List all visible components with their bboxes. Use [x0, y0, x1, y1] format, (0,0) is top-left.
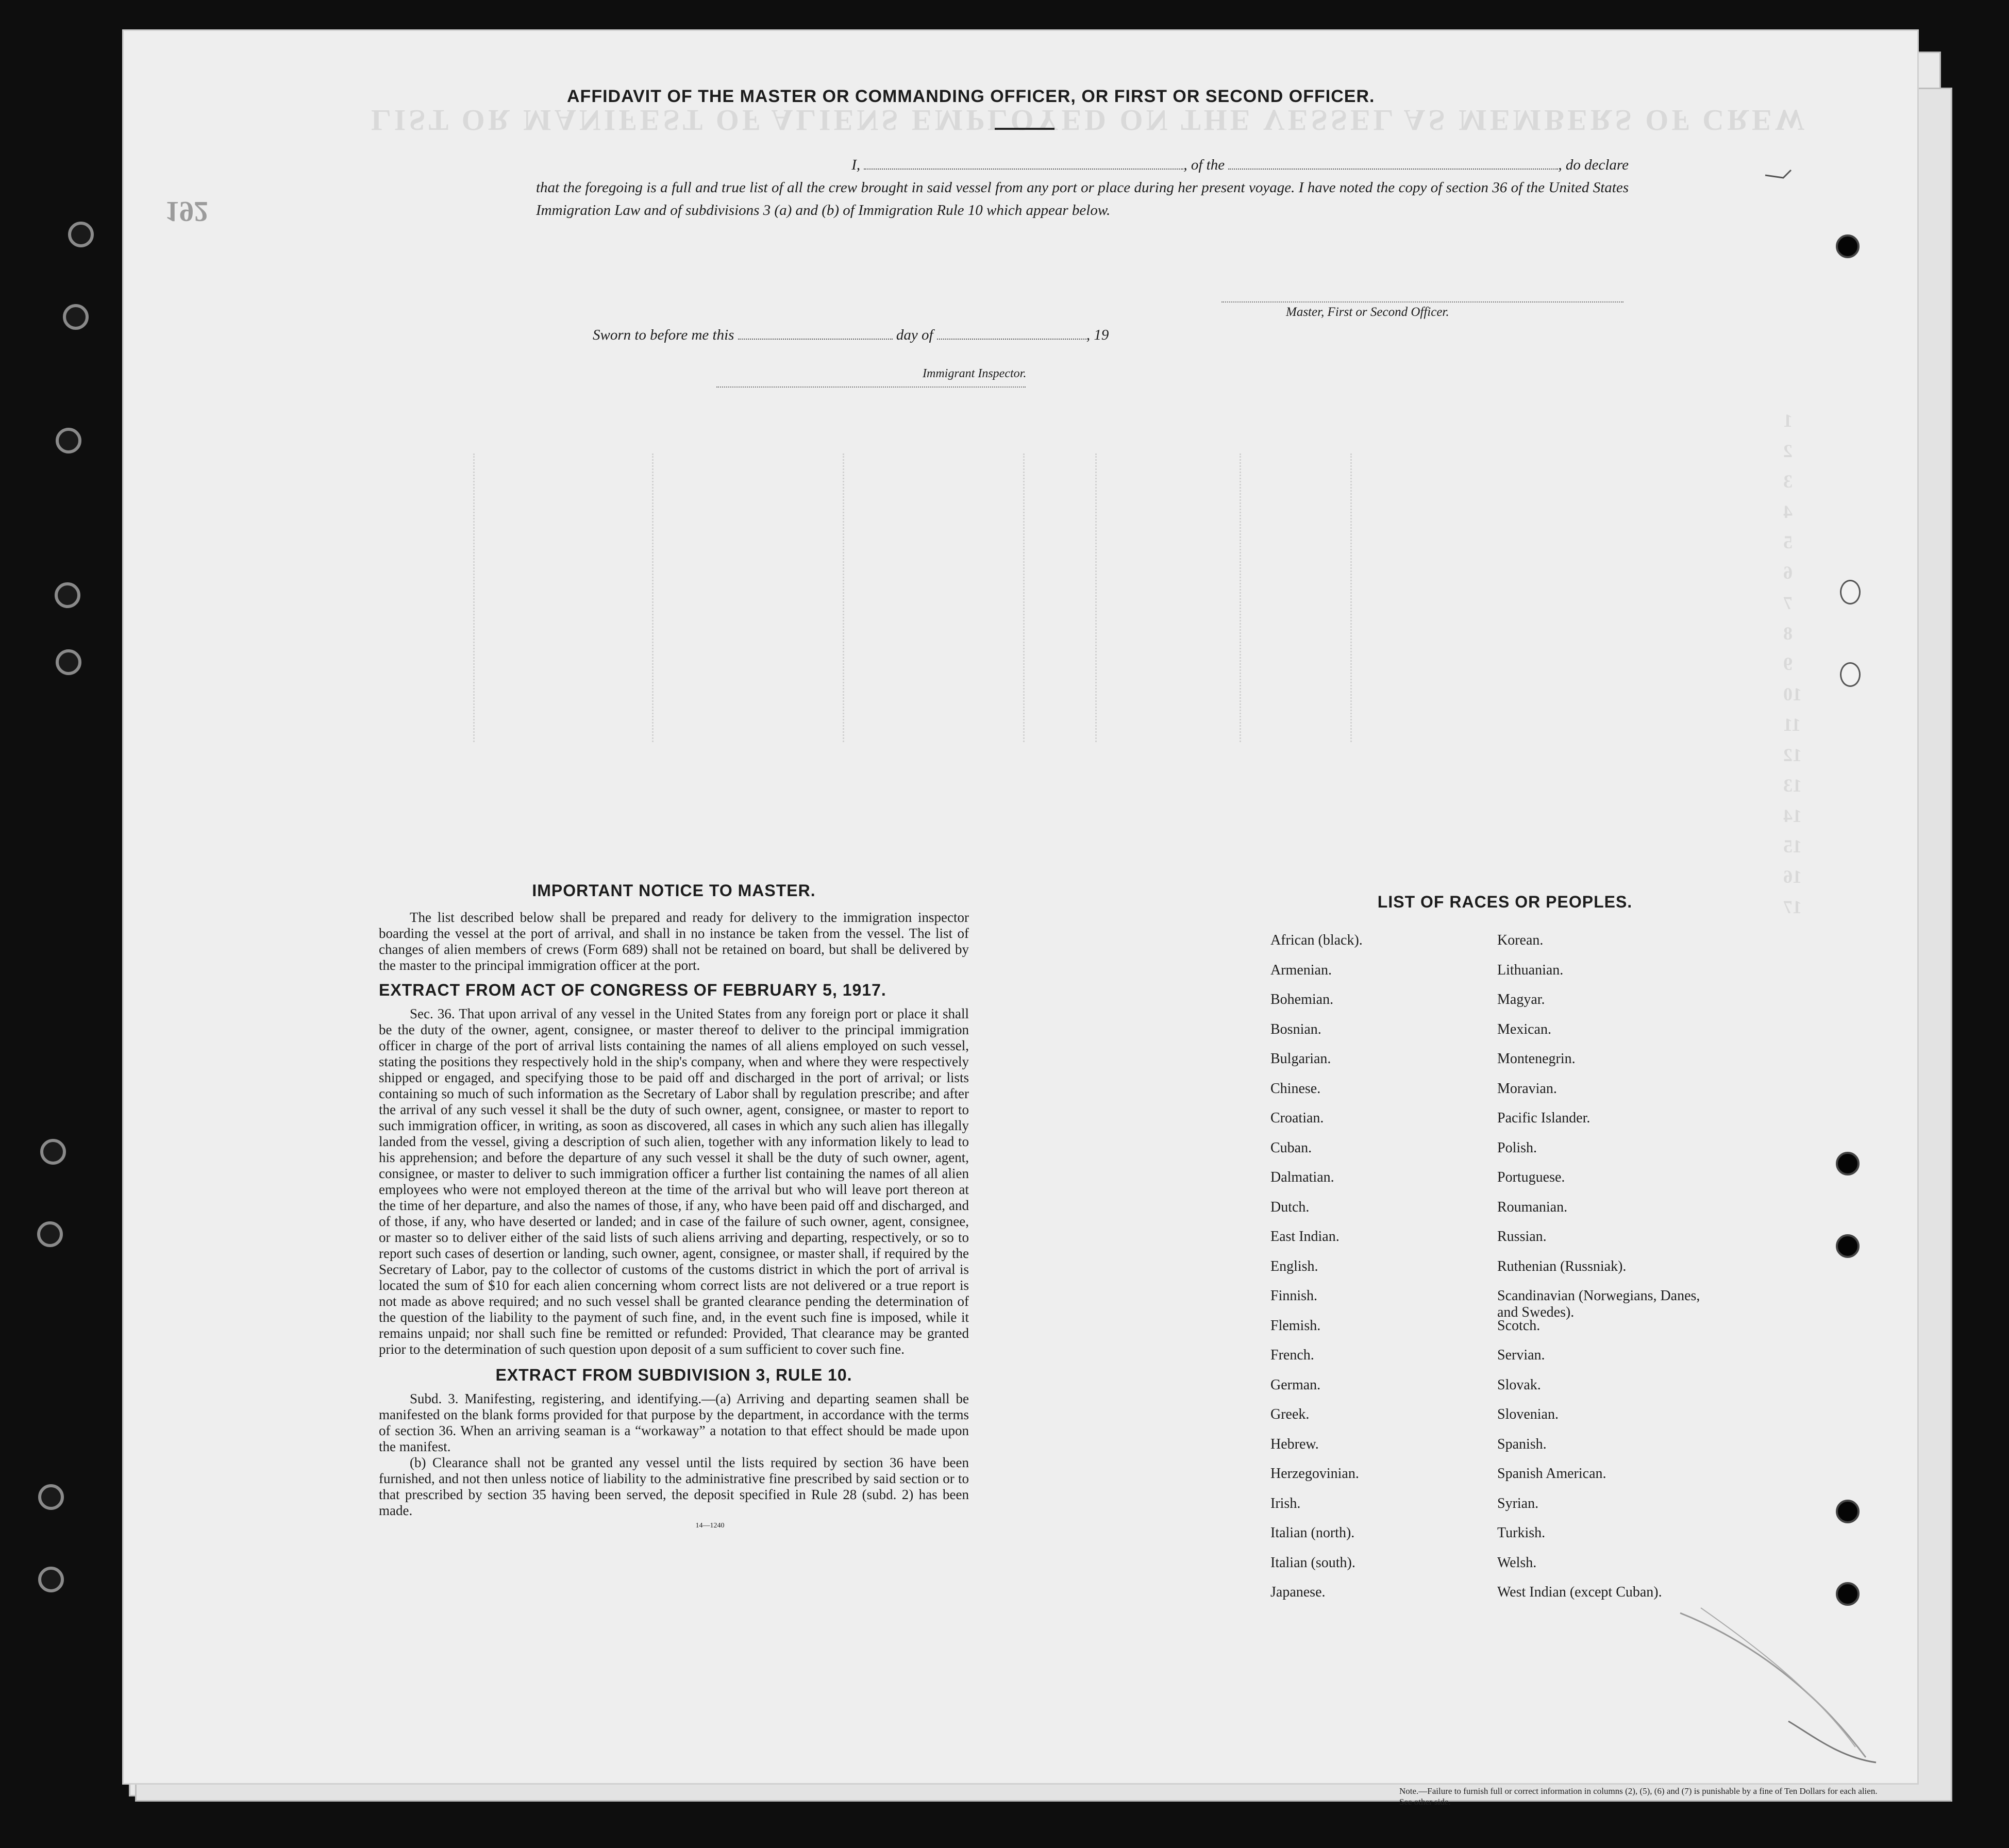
race-item: Turkish.: [1497, 1525, 1546, 1541]
ghost-manifest-header: LIST OR MANIFEST OF ALIENS EMPLOYED ON THE VESSEL AS MEMBERS OF CREW: [371, 104, 1808, 137]
ghost-row-number: 10: [1783, 684, 1802, 704]
affidavit-section: [124, 31, 1917, 392]
race-item: Spanish.: [1497, 1436, 1547, 1452]
sworn-prefix: Sworn to before me this: [593, 327, 734, 343]
affidavit-title-underline: [995, 128, 1054, 130]
ghost-row-number: 11: [1783, 714, 1801, 735]
ghost-row-number: 4: [1783, 501, 1793, 522]
extract1-text: Sec. 36. That upon arrival of any vessel in the United States from any foreign port or place it shall be the duty of the owner, agent, consignee, or master thereof to deliver to the principal immigration officer in charge of the port of arrival lists containing the names of all aliens employed on such vessel, stating the positions they respectively hold in the ship's company, when and where they were respectively shipped or engaged, and specifying those to be paid off and discharged in the port of arrival; or lists containing so much of such information as the Secretary of Labor shall by regulation prescribe; and after the arrival of any such vessel it shall be the duty of such owner, agent, consignee, or master to report to such immigration officer, in writing, as soon as discovered, all cases in which any such alien has illegally landed from the vessel, giving a description of such alien, together with any information likely to lead to his apprehension; and before the departure of any such vessel it shall be the duty of such owner, agent, consignee, or master to deliver to such immigration officer a further list containing the names of all alien employees who were not employed thereon at the time of the arrival but who will leave port thereon at the time of her departure, and also the names of those, if any, who have been paid off and discharged, and of those, if any, who have deserted or landed; and in case of the failure of such owner, agent, consignee, or master so to deliver either of the said lists of such aliens arriving and departing, respectively, or so to report such cases of desertion or landing, such owner, agent, consignee, or master shall, if required by the Secretary of Labor, pay to the collector of customs of the customs district in which the port of arrival is located the sum of $10 for each alien concerning whom correct lists are not delivered or a true report is not made as above required; and no such vessel shall be granted clearance pending the determination of the question of the liability to the payment of such fine, and, in the event such fine is imposed, while it remains unpaid; nor shall such fine be remitted or refunded: Provided, That clearance may be granted prior to the determination of such question upon deposit of a sum sufficient to cover such fine.: [379, 1006, 969, 1357]
race-item: Moravian.: [1497, 1080, 1557, 1097]
ghost-row-number: 7: [1783, 593, 1793, 613]
race-item: Cuban.: [1270, 1139, 1312, 1156]
ghost-row-number: 12: [1783, 745, 1802, 765]
ghost-column-line: [1023, 453, 1025, 742]
race-item: Servian.: [1497, 1347, 1545, 1363]
race-item: Welsh.: [1497, 1554, 1537, 1571]
binder-hole: [38, 1484, 64, 1510]
binder-hole: [55, 582, 80, 608]
binder-hole: [37, 1221, 63, 1247]
binder-hole: [63, 304, 89, 330]
race-item: Magyar.: [1497, 992, 1545, 1007]
race-item: Ruthenian (Russniak).: [1497, 1258, 1627, 1274]
binder-hole: [1840, 662, 1861, 687]
race-item: Russian.: [1497, 1229, 1547, 1245]
ghost-row-number: 1: [1783, 410, 1793, 431]
inspector-signature-label: Immigrant Inspector.: [923, 367, 1027, 380]
binder-hole: [40, 1139, 66, 1165]
ghost-row-number: 16: [1783, 866, 1802, 887]
sworn-day-blank: [738, 327, 893, 340]
race-item: East Indian.: [1270, 1229, 1340, 1245]
race-item: African (black).: [1270, 932, 1363, 948]
master-signature-line: [1221, 301, 1623, 303]
binder-hole: [1836, 1500, 1860, 1523]
vessel-name-blank: [1228, 157, 1558, 170]
corner-pencil-mark: [1763, 165, 1794, 186]
binder-hole: [56, 428, 81, 453]
affidavit-i: I,: [851, 157, 861, 173]
race-item: Roumanian.: [1497, 1199, 1568, 1215]
binder-hole: [1836, 1234, 1860, 1258]
ghost-row-number: 9: [1783, 653, 1793, 674]
race-item: West Indian (except Cuban).: [1497, 1584, 1662, 1600]
notice-text: The list described below shall be prepared and ready for delivery to the immigration inspector boarding the vessel at the port of arrival, and shall in no instance be taken from the vessel. The list of changes of alien members of crews (Form 689) shall not be retained on board, but shall be delivered by the master to the principal immigration officer at the port.: [379, 910, 969, 973]
affidavit-declaration: [536, 154, 1629, 222]
manifest-page: [124, 31, 1917, 1807]
race-item: French.: [1270, 1347, 1314, 1363]
race-item: Portuguese.: [1497, 1169, 1565, 1185]
race-item: Dalmatian.: [1270, 1169, 1334, 1185]
binder-hole: [38, 1567, 64, 1592]
master-name-blank: [864, 157, 1183, 170]
race-item: Montenegrin.: [1497, 1051, 1576, 1067]
race-item: Armenian.: [1270, 962, 1332, 978]
ghost-column-line: [843, 453, 844, 742]
form-number: 14—1240: [695, 1522, 725, 1530]
extract1-title: EXTRACT FROM ACT OF CONGRESS OF FEBRUARY 5, 1917.: [379, 981, 886, 999]
ghost-row-number: 15: [1783, 836, 1802, 856]
race-item: Syrian.: [1497, 1495, 1539, 1511]
race-item: Bulgarian.: [1270, 1051, 1331, 1067]
race-item: Scandinavian (Norwegians, Danes, and Swedes).: [1497, 1288, 1700, 1320]
race-item: Korean.: [1497, 932, 1544, 948]
race-item: Croatian.: [1270, 1110, 1324, 1126]
extract2-text-a: Subd. 3. Manifesting, registering, and identifying.—(a) Arriving and departing seamen shall be manifested on the blank forms provided for that purpose by the department, in accordance with the terms of section 36. When an arriving seaman is a “workaway” a notation to that effect should be made upon the manifest.: [379, 1391, 969, 1454]
affidavit-of-the: , of the: [1183, 157, 1225, 173]
ghost-row-number: 14: [1783, 805, 1802, 826]
binder-hole: [1840, 580, 1861, 604]
inspector-signature-line: [716, 387, 1026, 388]
race-item: Greek.: [1270, 1406, 1310, 1422]
ghost-row-number: 13: [1783, 775, 1802, 796]
ghost-column-line: [473, 453, 475, 742]
race-item: Spanish American.: [1497, 1466, 1606, 1482]
binder-hole: [56, 649, 81, 675]
race-item: Dutch.: [1270, 1199, 1310, 1215]
extract2-title: EXTRACT FROM SUBDIVISION 3, RULE 10.: [495, 1366, 852, 1384]
affidavit-title: AFFIDAVIT OF THE MASTER OR COMMANDING OFFICER, OR FIRST OR SECOND OFFICER.: [567, 87, 1375, 106]
race-item: Scotch.: [1497, 1317, 1541, 1334]
binder-hole: [1836, 1582, 1860, 1606]
ghost-column-line: [1240, 453, 1241, 742]
sworn-day-of: day of: [896, 327, 933, 343]
race-item: Finnish.: [1270, 1288, 1318, 1304]
ghost-stamp-number: 192: [165, 195, 208, 227]
notice-title: IMPORTANT NOTICE TO MASTER.: [532, 881, 816, 900]
race-item: Slovenian.: [1497, 1406, 1559, 1422]
ghost-row-number: 6: [1783, 562, 1793, 583]
affidavit-body: that the foregoing is a full and true list of all the crew brought in said vessel from any port or place during her present voyage. I have noted the copy of section 36 of the United States Immigration Law and of subdivisions 3 (a) and (b) of Immigration Rule 10 which appear below.: [536, 179, 1629, 219]
binder-hole: [68, 222, 94, 247]
ghost-column-line: [1095, 453, 1097, 742]
race-item: Pacific Islander.: [1497, 1110, 1591, 1126]
affidavit-do-declare: , do declare: [1558, 157, 1629, 173]
pencil-scribble: [1670, 1603, 1886, 1773]
bottom-note: Note.—Failure to furnish full or correct information in columns (2), (5), (6) and (7) is punishable by a fine of Ten Dollars for each alien. See other side.: [1399, 1786, 1878, 1807]
ghost-row-number: 5: [1783, 532, 1793, 552]
race-item: Irish.: [1270, 1495, 1301, 1511]
binder-hole: [1836, 234, 1860, 258]
race-item: Mexican.: [1497, 1021, 1551, 1037]
ghost-row-number: 3: [1783, 471, 1793, 492]
ghost-row-number: 8: [1783, 623, 1793, 644]
race-item: English.: [1270, 1258, 1318, 1274]
race-item: Flemish.: [1270, 1317, 1321, 1334]
races-left-column: [1270, 932, 1363, 1614]
race-item: Chinese.: [1270, 1080, 1321, 1097]
race-item: Lithuanian.: [1497, 962, 1564, 978]
extract2-text-b: (b) Clearance shall not be granted any vessel until the lists required by section 36 have been furnished, and not then unless notice of liability to the administrative fine prescribed by said section or to that prescribed by section 35 having been served, the deposit specified in Rule 28 (subd. 2) has been made.: [379, 1455, 969, 1518]
race-item: Bosnian.: [1270, 1021, 1321, 1037]
binder-hole: [1836, 1152, 1860, 1175]
races-section: [1247, 893, 1763, 1600]
race-item: Italian (north).: [1270, 1525, 1355, 1541]
ghost-column-line: [652, 453, 654, 742]
race-item: Polish.: [1497, 1139, 1537, 1156]
sworn-statement: [593, 327, 1109, 344]
race-item: Japanese.: [1270, 1584, 1326, 1600]
ghost-row-number: 2: [1783, 441, 1793, 461]
race-item: German.: [1270, 1376, 1321, 1393]
ghost-column-line: [1350, 453, 1352, 742]
race-item: Slovak.: [1497, 1376, 1541, 1393]
race-item: Herzegovinian.: [1270, 1466, 1359, 1482]
race-item: Hebrew.: [1270, 1436, 1319, 1452]
race-item: Bohemian.: [1270, 992, 1334, 1007]
notice-section: [379, 881, 969, 1530]
races-title: LIST OF RACES OR PEOPLES.: [1377, 893, 1633, 911]
sworn-month-blank: [937, 327, 1086, 340]
races-right-column: [1497, 932, 1714, 1614]
sworn-year: , 19: [1086, 327, 1109, 343]
ghost-row-number: 17: [1783, 897, 1802, 917]
race-item: Italian (south).: [1270, 1554, 1355, 1571]
master-signature-label: Master, First or Second Officer.: [1286, 305, 1449, 319]
